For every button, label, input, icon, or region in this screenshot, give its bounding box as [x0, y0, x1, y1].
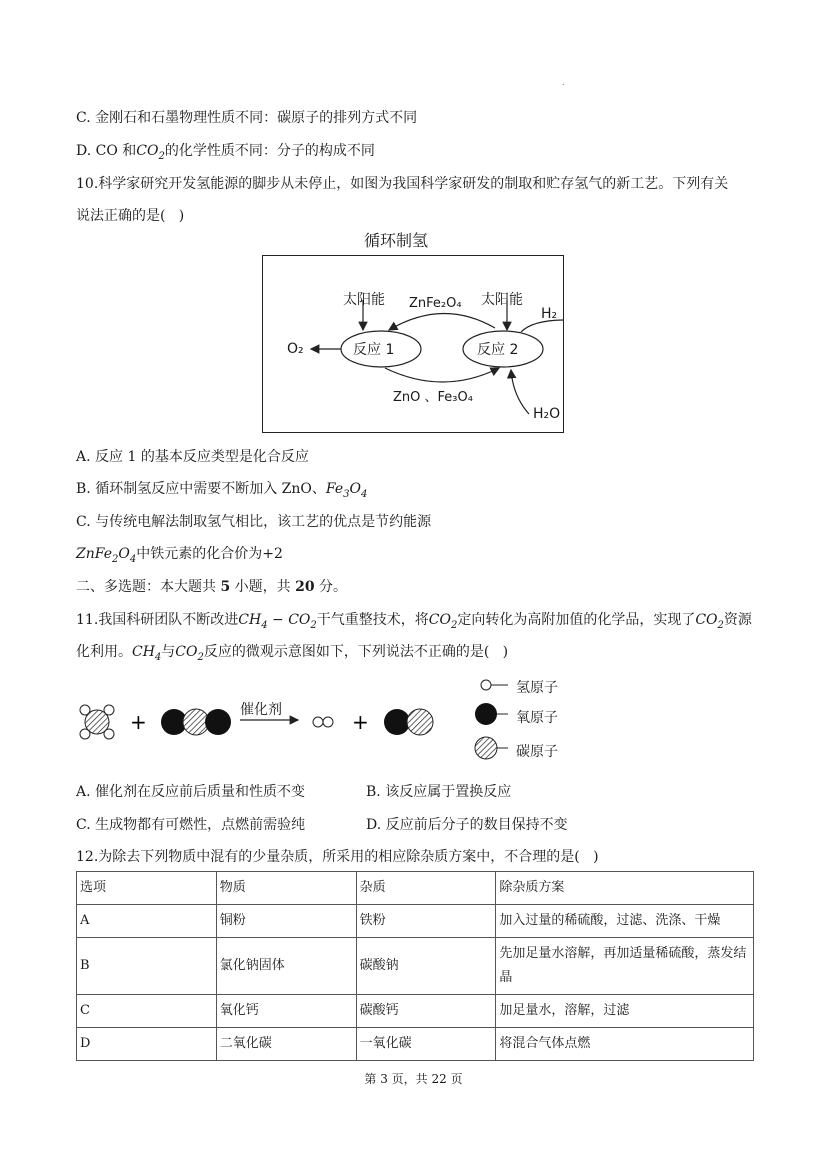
- hydrogen-molecule: [313, 717, 333, 727]
- svg-text:+: +: [352, 710, 369, 734]
- carbon-monoxide-molecule: [384, 709, 433, 735]
- table-header-cell: 杂质: [356, 872, 496, 905]
- table-cell: 一氧化碳: [356, 1028, 496, 1061]
- q10-option-a: A. 反应 1 的基本反应类型是化合反应: [76, 449, 309, 465]
- table-row: [77, 995, 754, 1028]
- table-cell: A: [77, 905, 217, 938]
- q12-stem: 12.为除去下列物质中混有的少量杂质，所采用的相应除杂质方案中，不合理的是( ): [76, 849, 599, 865]
- reaction-1-label: 反应 1: [353, 342, 395, 358]
- table-cell: 铜粉: [216, 905, 356, 938]
- table-header-cell: 除杂质方案: [496, 872, 754, 905]
- q10-option-d: $ZnFe_2O_4$中铁元素的化合价为+2: [76, 546, 283, 565]
- table-cell: 二氧化碳: [216, 1028, 356, 1061]
- table-cell: 先加足量水溶解，再加适量稀硫酸，蒸发结晶: [496, 938, 754, 995]
- table-cell: 碳酸钙: [356, 995, 496, 1028]
- table-row: [77, 905, 754, 938]
- q11-option-d: D. 反应前后分子的数目保持不变: [366, 817, 568, 833]
- q11-stem-line1: 11.我国科研团队不断改进$CH_4 - CO_2$干气重整技术，将$CO_2$定向转化为高附加值的化学品，实现了$CO_2$资源: [76, 612, 752, 631]
- q9-option-d: D. CO 和$CO_2$的化学性质不同：分子的构成不同: [76, 143, 375, 162]
- table-row: [77, 1028, 754, 1061]
- cycle-diagram: [262, 255, 564, 433]
- section-2-heading: 二、多选题：本大题共 5 小题，共 20 分。: [76, 579, 348, 595]
- o2-label: O₂: [287, 341, 304, 357]
- carbon-dioxide-molecule: [161, 709, 231, 735]
- table-header-cell: 选项: [77, 872, 217, 905]
- molecule-reaction-diagram: [70, 670, 590, 770]
- cycle-diagram-title: 循环制氢: [364, 231, 429, 250]
- table-row: [77, 938, 754, 995]
- catalyst-label: 催化剂: [240, 702, 282, 718]
- stray-dot: .: [562, 78, 565, 87]
- table-cell: 铁粉: [356, 905, 496, 938]
- q11-option-c: C. 生成物都有可燃性，点燃前需验纯: [76, 817, 306, 833]
- h2-label: H₂: [541, 306, 558, 322]
- table-header-cell: 物质: [216, 872, 356, 905]
- q12-table: [76, 871, 754, 1061]
- table-header-row: [77, 872, 754, 905]
- legend-oxygen: 氧原子: [516, 710, 558, 726]
- methane-molecule: [80, 705, 114, 739]
- q10-stem-line1: 10.科学家研究开发氢能源的脚步从未停止，如图为我国科学家研发的制取和贮存氢气的新工艺。下列有关: [76, 176, 729, 192]
- table-cell: 氧化钙: [216, 995, 356, 1028]
- table-cell: 加足量水，溶解，过滤: [496, 995, 754, 1028]
- q10-option-b: B. 循环制氢反应中需要不断加入 ZnO、$Fe_3O_4$: [76, 481, 368, 500]
- reaction-2-label: 反应 2: [477, 342, 519, 358]
- q10-stem-line2: 说法正确的是( ): [76, 208, 185, 224]
- cycle-diagram-arrows: [263, 256, 564, 433]
- legend-carbon: 碳原子: [516, 744, 558, 760]
- table-cell: 将混合气体点燃: [496, 1028, 754, 1061]
- zno-fe3o4-label: ZnO 、Fe₃O₄: [393, 390, 473, 405]
- q11-option-a: A. 催化剂在反应前后质量和性质不变: [76, 784, 306, 800]
- q11-option-b: B. 该反应属于置换反应: [366, 784, 512, 800]
- table-cell: C: [77, 995, 217, 1028]
- h2o-label: H₂O: [533, 406, 561, 422]
- table-cell: 氯化钠固体: [216, 938, 356, 995]
- page-footer: 第 3 页，共 22 页: [364, 1072, 463, 1086]
- table-cell: B: [77, 938, 217, 995]
- q10-option-c: C. 与传统电解法制取氢气相比，该工艺的优点是节约能源: [76, 514, 432, 530]
- table-cell: 加入过量的稀硫酸，过滤、洗涤、干燥: [496, 905, 754, 938]
- svg-text:+: +: [130, 710, 147, 734]
- table-cell: D: [77, 1028, 217, 1061]
- znfe2o4-label: ZnFe₂O₄: [409, 296, 462, 311]
- q11-stem-line2: 化利用。$CH_4$与$CO_2$反应的微观示意图如下，下列说法不正确的是( ): [76, 644, 509, 663]
- solar-energy-label-2: 太阳能: [481, 292, 523, 308]
- legend-hydrogen: 氢原子: [516, 680, 558, 696]
- q9-option-c: C. 金刚石和石墨物理性质不同：碳原子的排列方式不同: [76, 110, 418, 126]
- solar-energy-label-1: 太阳能: [343, 292, 385, 308]
- table-cell: 碳酸钠: [356, 938, 496, 995]
